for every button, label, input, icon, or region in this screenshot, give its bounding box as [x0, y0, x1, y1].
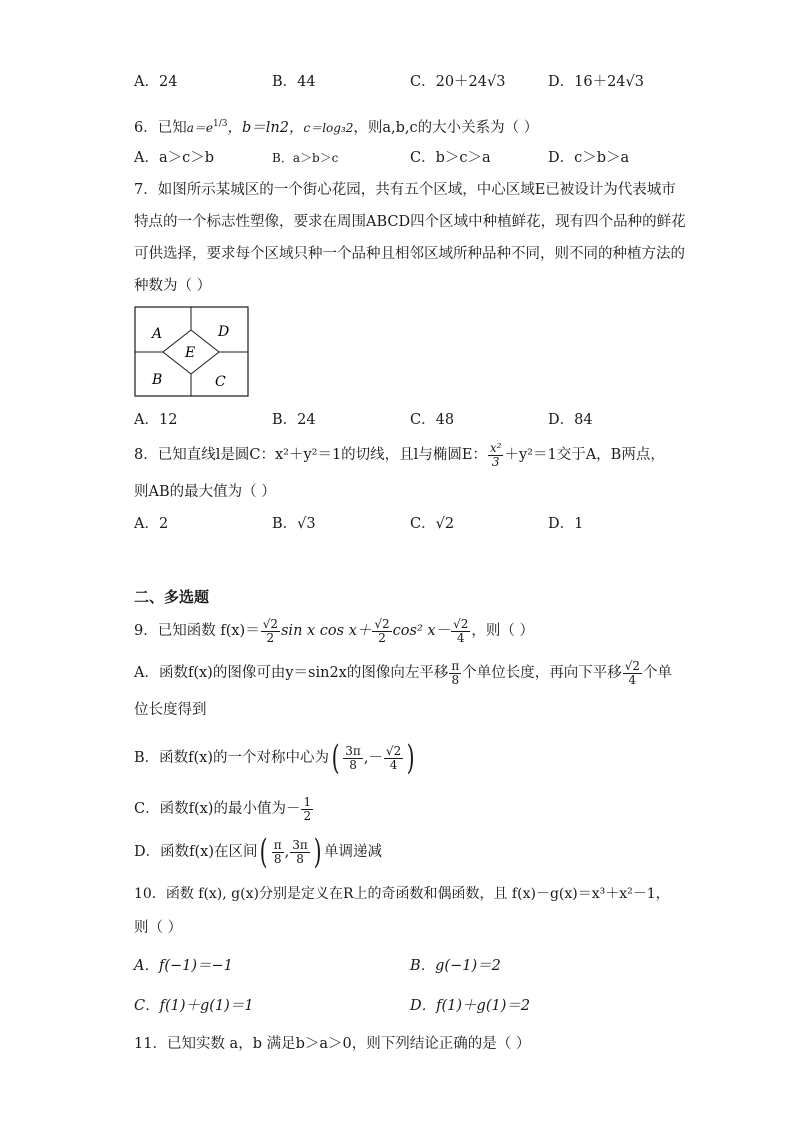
q8-option-b: B．√3: [272, 516, 316, 532]
q6-option-d: D．c＞b＞a: [548, 150, 630, 166]
q10-line-1: 10．函数 f(x), g(x)分别是定义在R上的奇函数和偶函数，且 f(x)－g(x)＝x³＋x²－1，: [134, 886, 670, 902]
q9-option-c: [134, 794, 314, 824]
q9-d-frac-2: $\frac{3\pi}{8}$: [292, 837, 308, 866]
q9-frac-2: $\frac{√2}{2}$: [374, 616, 390, 645]
q9-c-den: 2: [303, 808, 312, 823]
q10-option-b: B．g(−1)＝2: [410, 958, 501, 974]
q6-option-a: A．a＞c＞b: [134, 150, 215, 166]
q6-suffix: ，则a,b,c的大小关系为（ ）: [353, 119, 539, 136]
q5-option-b: B．44: [272, 74, 316, 90]
section-title-multiple-choice: 二、多选题: [134, 588, 210, 606]
q7-line-1: 7．如图所示某城区的一个街心花园，共有五个区域，中心区域E已被设计为代表城市: [134, 182, 676, 198]
q9-a-frac-1-den: 8: [451, 672, 460, 687]
q9-option-a: [134, 656, 672, 690]
q6-prefix: 6．已知: [134, 119, 187, 136]
q7-line-3: 可供选择，要求每个区域只种一个品种且相邻区域所种品种不同，则不同的种植方法的: [134, 246, 685, 262]
q9-c-prefix: C．函数f(x)的最小值为－: [134, 801, 301, 817]
q10-option-c: C．f(1)＋g(1)＝1: [134, 998, 254, 1014]
q5-option-d: D．16＋24√3: [548, 74, 644, 90]
q8-option-d: D．1: [548, 516, 584, 532]
diagram-label-d: D: [218, 324, 230, 340]
q6-b-def: ，b＝ln2，: [227, 119, 304, 136]
q9-a-frac-2-num: √2: [624, 658, 641, 673]
q7-line-2: 特点的一个标志性塑像，要求在周围ABCD四个区域中种植鲜花，现有四个品种的鲜花: [134, 214, 686, 230]
q9-option-b: B．函数f(x)的一个对称中心为( $\frac{3\pi}{8}$ ,－ $\frac{√2}{4}$ ): [134, 738, 415, 778]
q5-option-a: A．24: [134, 74, 178, 90]
q9-d-prefix: D．函数f(x)在区间: [134, 844, 258, 860]
q8-line-2: 则AB的最大值为（ ）: [134, 484, 276, 500]
q8-ellipse-fraction: [488, 442, 504, 469]
q6-option-c: C．b＞c＞a: [410, 150, 491, 166]
q9-b-prefix: B．函数f(x)的一个对称中心为: [134, 750, 330, 766]
q9-a-frac-2-den: 4: [628, 672, 637, 687]
garden-diagram: [134, 306, 250, 398]
diagram-label-c: C: [215, 374, 226, 390]
q9-a-prefix: A．函数f(x)的图像可由y＝sin2x的图像向左平移: [134, 665, 449, 681]
q9-frac-3: $\frac{√2}{4}$: [453, 616, 469, 645]
q9-a-frac-1-num: π: [451, 658, 460, 673]
q9-d-suffix: 单调递减: [324, 844, 383, 860]
q9-frac-1: $\frac{√2}{2}$: [262, 616, 278, 645]
q7-option-a: A．12: [134, 412, 178, 428]
q9-stem: 9．已知函数 f(x)＝ $\frac{√2}{2}$ sin x cos x＋ $\frac{√2}{2}$ cos² x－ $\frac{√2}{4}$ ，则（ ）: [134, 616, 534, 645]
diagram-label-e: E: [185, 345, 196, 361]
q8-option-c: C．√2: [410, 516, 455, 532]
q9-c-frac: [301, 796, 313, 823]
q9-b-frac-1: $\frac{3\pi}{8}$: [345, 743, 361, 772]
q8-frac-den: 3: [491, 454, 500, 469]
diagram-label-b: B: [152, 372, 163, 388]
q9-option-a-line-2: 位长度得到: [134, 702, 207, 718]
q9-stem-suffix: ，则（ ）: [471, 623, 534, 639]
diagram-label-a: A: [152, 326, 163, 342]
q6-option-b: B．a＞b＞c: [272, 151, 339, 165]
q11-line-1: 11．已知实数 a，b 满足b＞a＞0，则下列结论正确的是（ ）: [134, 1036, 531, 1052]
q5-option-c: C．20＋24√3: [410, 74, 506, 90]
q8-option-a: A．2: [134, 516, 169, 532]
q8-stem: [134, 440, 665, 470]
q9-c-num: 1: [303, 794, 312, 809]
q8-part-2: ＋y²＝1交于A，B两点，: [504, 447, 665, 463]
q8-frac-num: x²: [489, 440, 502, 455]
q9-a-suffix: 个单: [643, 665, 673, 681]
q7-option-b: B．24: [272, 412, 316, 428]
q8-part-1: 8．已知直线l是圆C：x²＋y²＝1的切线，且l与椭圆E：: [134, 447, 487, 463]
q10-option-d: D．f(1)＋g(1)＝2: [410, 998, 531, 1014]
q6-c-def: c＝log₃2: [303, 120, 354, 135]
q9-d-frac-1: $\frac{\pi}{8}$: [273, 837, 282, 866]
q9-a-frac-2: [623, 660, 642, 687]
q9-b-frac-2: $\frac{√2}{4}$: [385, 743, 402, 772]
q10-option-a: A．f(−1)＝−1: [134, 958, 233, 974]
q10-line-2: 则（ ）: [134, 920, 183, 936]
q9-a-mid: 个单位长度，再向下平移: [462, 665, 622, 681]
q9-a-frac-1: [449, 660, 461, 687]
q6-a-def: a＝e: [186, 120, 213, 135]
q7-option-d: D．84: [548, 412, 593, 428]
q9-stem-prefix: 9．已知函数 f(x)＝: [134, 623, 260, 639]
q6-stem: [134, 114, 538, 138]
q7-option-c: C．48: [410, 412, 455, 428]
q9-option-d: D．函数f(x)在区间( $\frac{\pi}{8}$ , $\frac{3\pi}{8}$ ) 单调递减: [134, 832, 383, 872]
q7-line-4: 种数为（ ）: [134, 278, 212, 294]
q6-a-exp: 1/3: [213, 119, 228, 129]
